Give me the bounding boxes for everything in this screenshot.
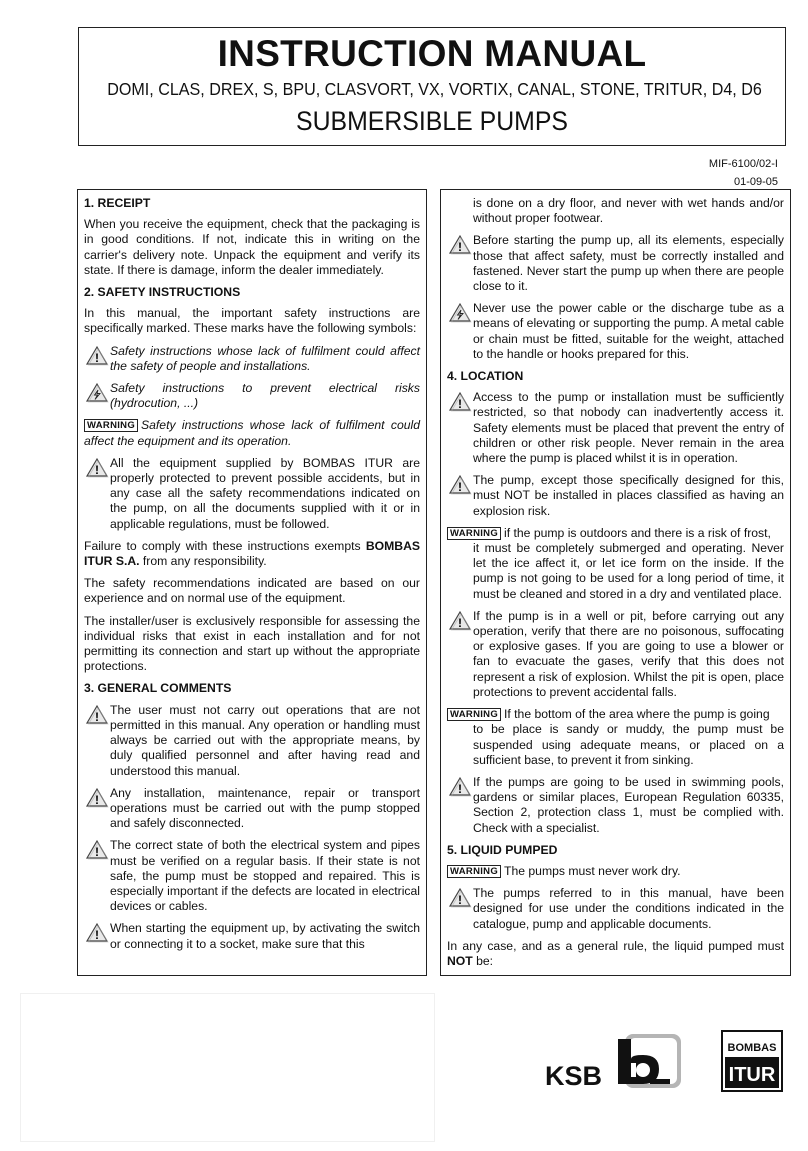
safety-item: ! If the pump is in a well or pit, before carrying out any operation, verify that there are no poisonous, suffocating or explosive gases. If you are going to use a blower or fan to evacuate the gases, verify that this does not represent a risk of explosion. Whilst the pit is open, place protections to prevent accidental falls. [447,609,784,700]
safety-item: Never use the power cable or the discharge tube as a means of elevating or supporting the pump. A metal cable or chain must be fitted, suitable for the weight, attached to the handle or hooks prepared for this. [447,301,784,362]
warning-triangle-icon [84,345,110,367]
safety-item: ! Access to the pump or installation must be sufficiently restricted, so that nobody can inadvertently access it. Safety elements must be placed that prevent the entry of children or other risk people. Never remain in the area where the pump is placed whilst it is in operation. [447,390,784,466]
safety-item: ! Before starting the pump up, all its elements, especially those that affect safety, must be correctly installed and fastened. Never start the pump up when there are people close to it. [447,233,784,294]
manual-header [78,27,786,146]
svg-text:!: ! [458,893,462,908]
section-heading-liquid: 5. LIQUID PUMPED [447,842,558,857]
electrical-hazard-icon [84,382,110,404]
paragraph: In this manual, the important safety instructions are specifically marked. These marks have the following symbols: [84,306,420,336]
section-heading-safety: 2. SAFETY INSTRUCTIONS [84,285,241,300]
svg-text:!: ! [95,928,99,943]
warning-triangle-icon [447,234,473,256]
warning-badge: WARNING [447,527,501,540]
bombas-itur-logo [721,1030,783,1092]
doc-code: MIF-6100/02-I [708,158,778,170]
symbol-legend-equipment: WARNING Safety instructions whose lack of fulfilment could affect the equipment and its operation. [84,418,420,448]
warning-triangle-icon [84,839,110,861]
warning-triangle-icon [447,887,473,909]
svg-text:!: ! [95,350,99,365]
safety-item: ! The correct state of both the electrical system and pipes must be verified on a regular basis. If their state is not safe, the pump must be stopped and repaired. This is especially important if the defects are located in electrical devices or cables. [84,838,420,914]
warning-triangle-icon [84,704,110,726]
svg-text:!: ! [95,709,99,724]
warning-triangle-icon [447,610,473,632]
warning-triangle-icon [447,776,473,798]
safety-item: ! When starting the equipment up, by activating the switch or connecting it to a socket, make sure that this [84,921,420,951]
svg-text:ITUR: ITUR [728,1064,776,1086]
warning-badge: WARNING [84,419,138,432]
safety-item: ! If the pumps are going to be used in swimming pools, gardens or similar places, European Regulation 60335, Section 2, protection class 1, must be complied with. Check with a specialist. [447,775,784,836]
symbol-legend-electrical: Safety instructions to prevent electrical risks (hydrocution, ...) [84,381,420,411]
electrical-hazard-icon [447,302,473,324]
left-column [77,189,427,976]
warning-triangle-icon [84,457,110,479]
warning-badge: WARNING [447,708,501,721]
safety-item: ! The pump, except those specifically designed for this, must NOT be installed in places classified as having an explosion risk. [447,473,784,519]
symbol-legend-people: ! Safety instructions whose lack of fulfilment could affect the safety of people and installations. [84,344,420,374]
paragraph-liquid-rule: In any case, and as a general rule, the liquid pumped must NOT be: [447,938,784,968]
model-list: DOMI, CLAS, DREX, S, BPU, CLASVORT, VX, VORTIX, CANAL, STONE, TRITUR, D4, D6 [107,79,762,99]
section-heading-general: 3. GENERAL COMMENTS [84,681,232,696]
warning-triangle-icon [447,391,473,413]
section-heading-receipt: 1. RECEIPT [84,196,151,210]
warning-badge: WARNING [447,865,501,878]
paragraph-exemption: Failure to comply with these instructions exempts BOMBAS ITUR S.A. from any responsibility. [84,538,420,569]
paragraph: The safety recommendations indicated are based on our experience and on normal use of the equipment. [84,576,420,606]
manual-title: INSTRUCTION MANUAL [217,33,647,74]
svg-text:BOMBAS: BOMBAS [727,1042,777,1054]
warning-item-sandy: WARNING If the bottom of the area where the pump is going to be place is sandy or muddy, the pump must be suspended using adequate means, or placed on a sufficient base, to prevent it from sinking. [447,707,784,768]
svg-text:!: ! [458,240,462,255]
blank-panel [20,993,435,1142]
warning-item-frost: WARNING if the pump is outdoors and there is a risk of frost, it must be completely submerged and operating. Never let the ice affect it, or let ice form on the inside. If the pump is not going to be used for a long period of time, it must be cleaned and stored in a dry and ventilated place. [447,526,784,602]
safety-item: ! The user must not carry out operations that are not permitted in this manual. Any operation or handling must always be carried out with the appropriate means, by duly qualified personnel and after having read and understood this manual. [84,703,420,779]
paragraph: When you receive the equipment, check that the packaging is in good conditions. If not, indicate this in writing on the carrier's delivery note. Unpack the equipment and verify its state. If there is damage, inform the dealer immediately. [84,217,420,277]
svg-text:!: ! [458,480,462,495]
section-heading-location: 4. LOCATION [447,369,524,384]
warning-triangle-icon [84,922,110,944]
warning-triangle-icon [84,787,110,809]
svg-text:!: ! [95,792,99,807]
svg-text:!: ! [95,845,99,860]
svg-text:!: ! [95,462,99,477]
warning-item-dry: WARNING The pumps must never work dry. [447,864,784,879]
safety-item: ! Any installation, maintenance, repair or transport operations must be carried out with the pump stopped and safely disconnected. [84,786,420,832]
doc-date: 01-09-05 [733,176,778,188]
paragraph-continued: is done on a dry floor, and never with wet hands and/or without proper footwear. [473,196,784,226]
svg-text:!: ! [458,615,462,630]
warning-triangle-icon [447,474,473,496]
safety-item: ! All the equipment supplied by BOMBAS ITUR are properly protected to prevent possible accidents, but in any case all the safety recommendations indicated on the pump, on all the documents supplied with it or in applicable regulations, must be followed. [84,456,420,532]
paragraph: The installer/user is exclusively responsible for assessing the individual risks that exist in each installation and for not permitting its connection and start up without the appropriate protections. [84,613,420,674]
svg-text:KSB: KSB [545,1061,603,1091]
manual-subtitle: SUBMERSIBLE PUMPS [296,106,568,136]
safety-item: ! The pumps referred to in this manual, have been designed for use under the conditions indicated in the catalogue, pump and applicable documents. [447,886,784,932]
ksb-logo [545,1033,685,1091]
svg-text:!: ! [458,397,462,412]
right-column [440,189,791,976]
svg-text:!: ! [458,781,462,796]
